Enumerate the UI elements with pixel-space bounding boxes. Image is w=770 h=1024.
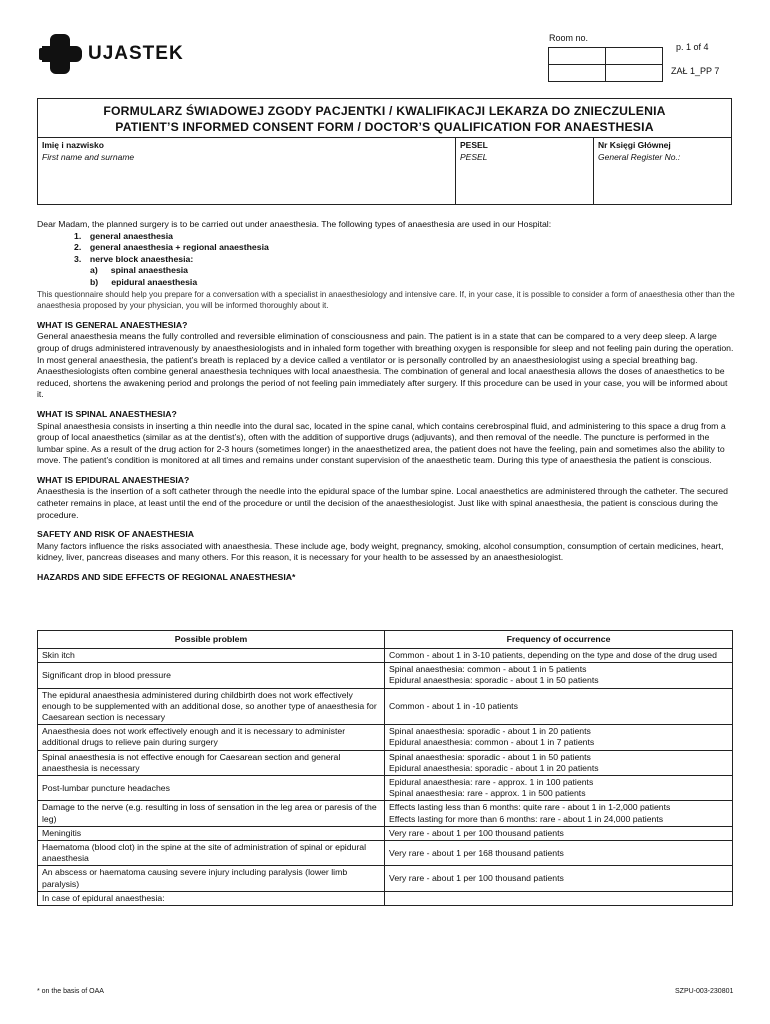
form-title-pl: FORMULARZ ŚWIADOWEJ ZGODY PACJENTKI / KWALIFIKACJI LEKARZA DO ZNIECZULENIA — [103, 104, 666, 118]
section-paragraph: Many factors influence the risks associated with anaesthesia. These include age, body weight, pregnancy, smoking, alcohol consumption, consumption of certain medicines, heart, kidney, liver, pancreas diseases and many others. For this reason, it is necessary for your health to be assessed by an anaesthesiologist. — [37, 540, 724, 563]
room-cell[interactable] — [549, 65, 606, 82]
frequency-cell: Very rare - about 1 per 100 thousand patients — [385, 866, 733, 891]
table-row — [38, 688, 733, 725]
list-subitem: a) spinal anaesthesia — [90, 265, 189, 276]
register-number-field[interactable] — [594, 138, 731, 204]
frequency-cell: Effects lasting less than 6 months: quite rare - about 1 in 1-2,000 patients Effects lasting for more than 6 months: rare - about 1 in 24,000 patients — [385, 801, 733, 826]
page-number: p. 1 of 4 — [676, 42, 709, 52]
table-row — [38, 891, 733, 905]
section-heading: WHAT IS GENERAL ANAESTHESIA? — [37, 319, 188, 330]
problem-cell: Significant drop in blood pressure — [38, 663, 385, 688]
document-code: SZPU-003-230801 — [675, 988, 734, 995]
problem-cell: In case of epidural anaesthesia: — [38, 891, 385, 905]
list-item: 2. general anaesthesia + regional anaesthesia — [74, 242, 269, 253]
section-heading: WHAT IS SPINAL ANAESTHESIA? — [37, 408, 177, 419]
frequency-cell: Common - about 1 in 3-10 patients, depending on the type and dose of the drug used — [385, 649, 733, 663]
table-row — [38, 801, 733, 826]
section-heading: HAZARDS AND SIDE EFFECTS OF REGIONAL ANAESTHESIA* — [37, 572, 296, 583]
section-paragraph: General anaesthesia means the fully controlled and reversible elimination of consciousness and pain. The patient is in a state that can be compared to a very deep sleep. A large group of drugs administered intravenously by anaesthesiologists and in inhaled form together with breathing oxygen is responsible for sleep and not feeling pain during the operation. — [37, 331, 734, 353]
table-row — [38, 725, 733, 750]
table-row — [38, 750, 733, 775]
field-label-pl: Imię i nazwisko — [42, 140, 104, 150]
field-label-en: PESEL — [460, 152, 488, 162]
pesel-field[interactable] — [456, 138, 594, 204]
field-label-en: First name and surname — [42, 152, 135, 162]
document-body — [37, 219, 735, 584]
frequency-cell: Epidural anaesthesia: rare - approx. 1 in 100 patients Spinal anaesthesia: rare - approx. 1 in 500 patients — [385, 776, 733, 801]
frequency-cell: Spinal anaesthesia: common - about 1 in 5 patients Epidural anaesthesia: sporadic - about 1 in 50 patients — [385, 663, 733, 688]
column-header: Frequency of occurrence — [385, 631, 733, 649]
footnote: * on the basis of OAA — [37, 988, 104, 995]
hospital-logo — [36, 34, 184, 74]
section-paragraph: Spinal anaesthesia consists in inserting a thin needle into the dural sac, located in the spine canal, which contains cerebrospinal fluid, and administering to this space a drug from a group of local anaesthetics (similar as at the dentist’s), often with the addition of supportive drugs (adjuvants), and then removal of the needle. The puncture is performed in the lumbar spine. As a result of the drug action for 2-3 hours (sometimes longer) in the anaesthetized area, the patient does not have the feeling, pain and sometimes also the ability to move. The patient’s condition is monitored at all times and remains under constant supervision of the anaesthetic team. During this type of anaesthesia the patient is conscious. — [37, 420, 726, 466]
table-row — [38, 776, 733, 801]
field-label-pl: Nr Księgi Głównej — [598, 140, 671, 150]
form-title — [38, 99, 731, 135]
problem-cell: Meningitis — [38, 826, 385, 840]
anaesthesia-types-list — [37, 231, 735, 289]
frequency-cell: Very rare - about 1 per 168 thousand patients — [385, 841, 733, 866]
table-row — [38, 866, 733, 891]
section-paragraph: Anaesthesia is the insertion of a soft catheter through the needle into the epidural space of the lumbar spine. Local anaesthetics are administered through the catheter. The secured catheter remains in place, at least until the end of the procedure or until the decision of the anaesthesiologist. Just like with spinal anaesthesia, the patient is conscious during the procedure. — [37, 486, 728, 520]
form-header-box — [37, 98, 732, 205]
table-row — [38, 649, 733, 663]
room-number-label: Room no. — [549, 33, 589, 43]
section-heading: WHAT IS EPIDURAL ANAESTHESIA? — [37, 474, 190, 485]
patient-fields — [38, 137, 731, 204]
field-label-en: General Register No.: — [598, 152, 681, 162]
logo-text: UJASTEK — [88, 43, 184, 64]
room-number-grid — [548, 47, 663, 82]
list-item: 1. general anaesthesia — [74, 230, 173, 241]
list-item: 3. nerve block anaesthesia: — [74, 253, 194, 264]
form-title-en: PATIENT’S INFORMED CONSENT FORM / DOCTOR’S QUALIFICATION FOR ANAESTHESIA — [115, 120, 654, 134]
room-cell[interactable] — [606, 65, 663, 82]
frequency-cell: Common - about 1 in -10 patients — [385, 688, 733, 725]
frequency-cell: Spinal anaesthesia: sporadic - about 1 in 20 patients Epidural anaesthesia: common - about 1 in 7 patients — [385, 725, 733, 750]
column-header: Possible problem — [38, 631, 385, 649]
problem-cell: The epidural anaesthesia administered during childbirth does not work effectively enough to be supplemented with an additional dose, so another type of anaesthesia for Caesarean section is necessary — [38, 688, 385, 725]
frequency-cell — [385, 891, 733, 905]
field-label-pl: PESEL — [460, 140, 488, 150]
list-subitem: b) epidural anaesthesia — [90, 276, 198, 287]
problem-cell: Haematoma (blood clot) in the spine at the site of administration of spinal or epidural anaesthesia — [38, 841, 385, 866]
logo-mark-icon — [36, 34, 82, 74]
problem-cell: Post-lumbar puncture headaches — [38, 776, 385, 801]
intro-text: Dear Madam, the planned surgery is to be carried out under anaesthesia. The following types of anaesthesia are used in our Hospital: — [37, 219, 552, 229]
risk-table — [37, 630, 733, 906]
frequency-cell: Very rare - about 1 per 100 thousand patients — [385, 826, 733, 840]
section-paragraph: In most general anaesthesia, the patient’s breath is replaced by a device called a ventilator or is personally controlled by an anaesthesiologist using a special breathing bag. Anaesthesiologists often combine general anaesthesia techniques with local anaesthesia. The combination of general and local anaesthesia allows the doses of anaesthetics to be reduced, shortens the awakening period and prolongs the period of not feeling pain immediately after surgery. If this procedure can be used in your case, you will be informed about it. — [37, 354, 728, 400]
problem-cell: Spinal anaesthesia is not effective enough for Caesarean section and general anaesthesia is necessary — [38, 750, 385, 775]
annex-code: ZAŁ 1_PP 7 — [671, 66, 720, 76]
table-row — [38, 841, 733, 866]
problem-cell: Damage to the nerve (e.g. resulting in loss of sensation in the leg area or paresis of the leg) — [38, 801, 385, 826]
room-cell[interactable] — [606, 48, 663, 65]
problem-cell: An abscess or haematoma causing severe injury including paralysis (lower limb paralysis) — [38, 866, 385, 891]
questionnaire-note: This questionnaire should help you prepare for a conversation with a specialist in anaesthesiology and intensive care. If, in your case, it is possible to consider a form of anaesthesia other than the anaesthesia proposed by your physician, you will be informed thoroughly about it. — [37, 289, 735, 311]
table-row — [38, 663, 733, 688]
problem-cell: Anaesthesia does not work effectively enough and it is necessary to administer additional drugs to relieve pain during surgery — [38, 725, 385, 750]
table-row — [38, 826, 733, 840]
room-cell[interactable] — [549, 48, 606, 65]
problem-cell: Skin itch — [38, 649, 385, 663]
section-heading: SAFETY AND RISK OF ANAESTHESIA — [37, 529, 195, 540]
name-field[interactable] — [38, 138, 456, 204]
frequency-cell: Spinal anaesthesia: sporadic - about 1 in 50 patients Epidural anaesthesia: sporadic - about 1 in 20 patients — [385, 750, 733, 775]
